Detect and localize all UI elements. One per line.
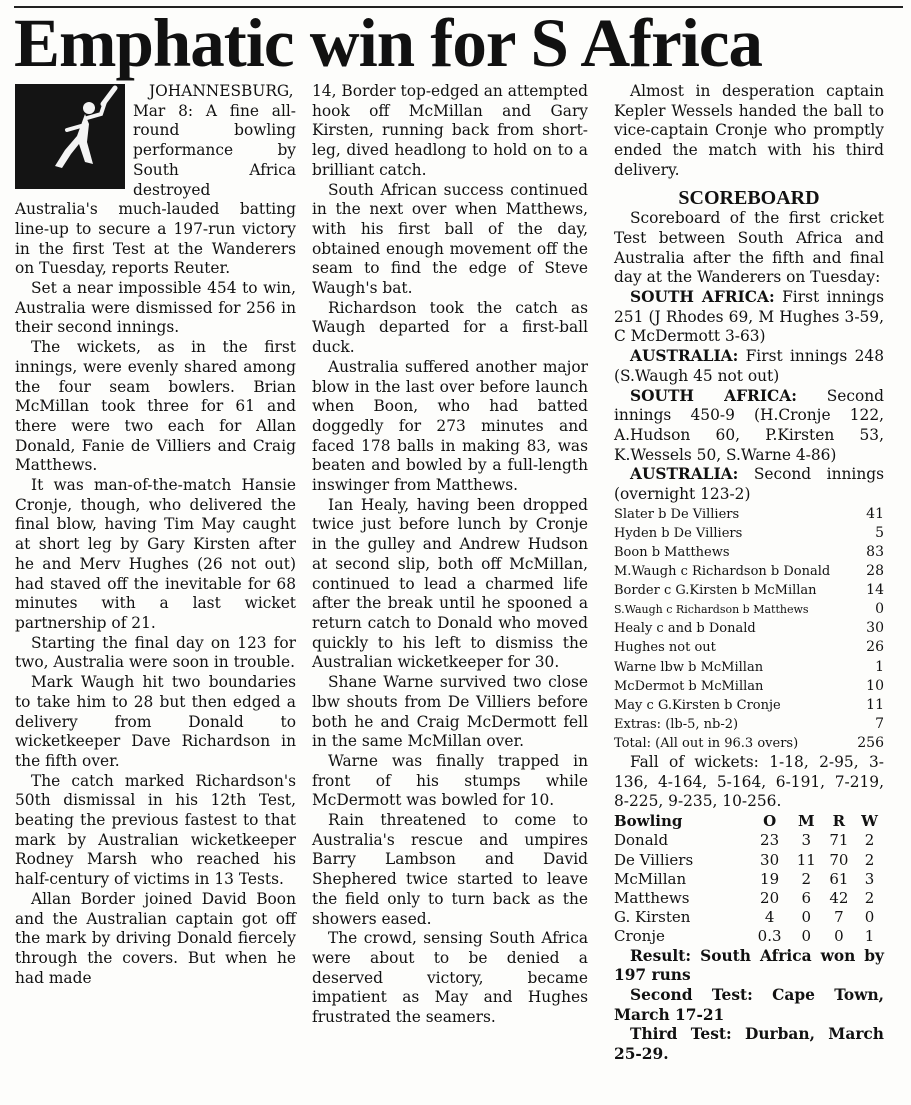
batting-row: M.Waugh c Richardson b Donald 28: [614, 563, 884, 580]
article-paragraph: Shane Warne survived two close lbw shouts from De Villiers before both he and Craig McDermott fell in the same McMillan over.: [312, 673, 588, 751]
bowling-row: Matthews 20 6 42 2: [614, 888, 875, 907]
headline: Emphatic win for S Africa: [14, 5, 763, 81]
article-paragraph: Ian Healy, having been dropped twice just before lunch by Cronje in the gulley and Andrew Hudson at second slip, both off McMillan, continued to lead a charmed life after the break until he spooned a return catch to Donald who moved quickly to his left to dismiss the Australian wicketkeeper for 30.: [312, 495, 588, 672]
bowling-header-row: Bowling O M R W: [614, 812, 878, 831]
article-paragraph: Australia suffered another major blow in the last over before launch when Boon, who had batted doggedly for 273 minutes and faced 178 balls in making 83, was beaten and bowled by a full-length inswinger from Matthews.: [312, 357, 588, 495]
innings-summary: AUSTRALIA: Second innings (overnight 123-2): [614, 465, 884, 504]
article-paragraph: Starting the final day on 123 for two, Australia were soon in trouble.: [15, 633, 296, 672]
scoreboard-title: SCOREBOARD: [678, 186, 820, 209]
batting-row: May c G.Kirsten b Cronje 11: [614, 696, 884, 713]
article-column-3: [614, 82, 884, 1065]
batting-row: Warne lbw b McMillan 1: [614, 658, 884, 675]
innings-summary: SOUTH AFRICA: Second innings 450-9 (H.Cronje 122, A.Hudson 60, P.Kirsten 53, K.Wessels 50, S.Warne 4-86): [614, 386, 884, 464]
match-result: Result: South Africa won by 197 runs: [614, 946, 884, 985]
article-paragraph: Mark Waugh hit two boundaries to take him to 28 but then edged a delivery from Donald to wicketkeeper Dave Richardson in the fifth over.: [15, 673, 296, 770]
bowling-row: Cronje 0.3 0 0 1: [614, 927, 875, 946]
article-paragraph: Almost in desperation captain Kepler Wessels handed the ball to vice-captain Cronje who promptly ended the match with his third delivery.: [614, 82, 884, 179]
article-paragraph: The wickets, as in the first innings, were evenly shared among the four seam bowlers. Brian McMillan took three for 61 and there were two each for Allan Donald, Fanie de Villiers and Craig Matthews.: [15, 338, 296, 475]
batting-row: Hyden b De Villiers 5: [614, 524, 884, 541]
bowling-row: Donald 23 3 71 2: [614, 831, 875, 850]
article-paragraph: Warne was finally trapped in front of his stumps while McDermott was bowled for 10.: [312, 751, 588, 810]
scoreboard-intro: Scoreboard of the first cricket Test between South Africa and Australia after the fifth and final day at the Wanderers on Tuesday:: [614, 209, 884, 287]
fixture: Third Test: Durban, March 25-29.: [614, 1025, 884, 1064]
batting-row: Border c G.Kirsten b McMillan 14: [614, 582, 884, 599]
article-paragraph: South African success continued in the next over when Matthews, with his first ball of the day, obtained enough movement off the seam to find the edge of Steve Waugh's bat.: [312, 180, 588, 298]
article-paragraph: Richardson took the catch as Waugh departed for a first-ball duck.: [312, 298, 588, 357]
article-column-1: [15, 82, 296, 988]
fall-of-wickets: Fall of wickets: 1-18, 2-95, 3-136, 4-164, 5-164, 6-191, 7-219, 8-225, 9-235, 10-256.: [614, 752, 884, 811]
batting-row: Slater b De Villiers 41: [614, 505, 884, 522]
batting-row: Boon b Matthews 83: [614, 543, 884, 560]
innings-summary: AUSTRALIA: First innings 248 (S.Waugh 45 not out): [614, 347, 884, 385]
extras-row: Extras: (lb-5, nb-2) 7: [614, 715, 884, 732]
innings-summary: SOUTH AFRICA: First innings 251 (J Rhodes 69, M Hughes 3-59, C McDermott 3-63): [614, 288, 884, 346]
article-paragraph: Rain threatened to come to Australia's rescue and umpires Barry Lambson and David Shephered twice started to leave the field only to turn back as the showers eased.: [312, 811, 588, 928]
article-paragraph: It was man-of-the-match Hansie Cronje, though, who delivered the final blow, having Tim May caught at short leg by Gary Kirsten after he and Merv Hughes (26 not out) had staved off the inevitable for 68 minutes with a last wicket partnership of 21.: [15, 476, 296, 632]
batting-row: Hughes not out 26: [614, 639, 884, 656]
fixture: Second Test: Cape Town, March 17-21: [614, 985, 884, 1024]
article-paragraph: The crowd, sensing South Africa were about to be denied a deserved victory, became impatient as May and Hughes frustrated the seamers.: [312, 929, 588, 1027]
batting-row: S.Waugh c Richardson b Matthews 0: [614, 601, 884, 618]
batting-row: Healy c and b Donald 30: [614, 620, 884, 637]
article-paragraph: 14, Border top-edged an attempted hook off McMillan and Gary Kirsten, running back from short-leg, dived headlong to hold on to a brilliant catch.: [312, 82, 588, 179]
total-row: Total: (All out in 96.3 overs) 256: [614, 734, 884, 751]
bowling-row: De Villiers 30 11 70 2: [614, 850, 875, 869]
article-paragraph: JOHANNESBURG, Mar 8: A fine all-round bowling performance by South Africa destroyed Australia's much-lauded batting line-up to secure a 197-run victory in the first Test at the Wanderers on Tuesday, reports Reuter.: [15, 82, 296, 278]
cricketer-logo: [15, 84, 125, 189]
bowling-row: McMillan 19 2 61 3: [614, 869, 875, 888]
bowling-table: [614, 812, 884, 946]
batting-table: [614, 505, 884, 753]
batsman-icon: [15, 84, 125, 189]
article-paragraph: Allan Border joined David Boon and the Australian captain got off the mark by driving Donald fiercely through the covers. But when he had made: [15, 889, 296, 987]
article-column-2: [312, 82, 588, 1028]
article-paragraph: Set a near impossible 454 to win, Australia were dismissed for 256 in their second innings.: [15, 279, 296, 337]
bowling-row: G. Kirsten 4 0 7 0: [614, 908, 875, 927]
article-paragraph: The catch marked Richardson's 50th dismissal in his 12th Test, beating the previous fastest to that mark by Australian wicketkeeper Rodney Marsh who reached his half-century of victims in 13 Tests.: [15, 771, 296, 889]
batting-row: McDermot b McMillan 10: [614, 677, 884, 694]
